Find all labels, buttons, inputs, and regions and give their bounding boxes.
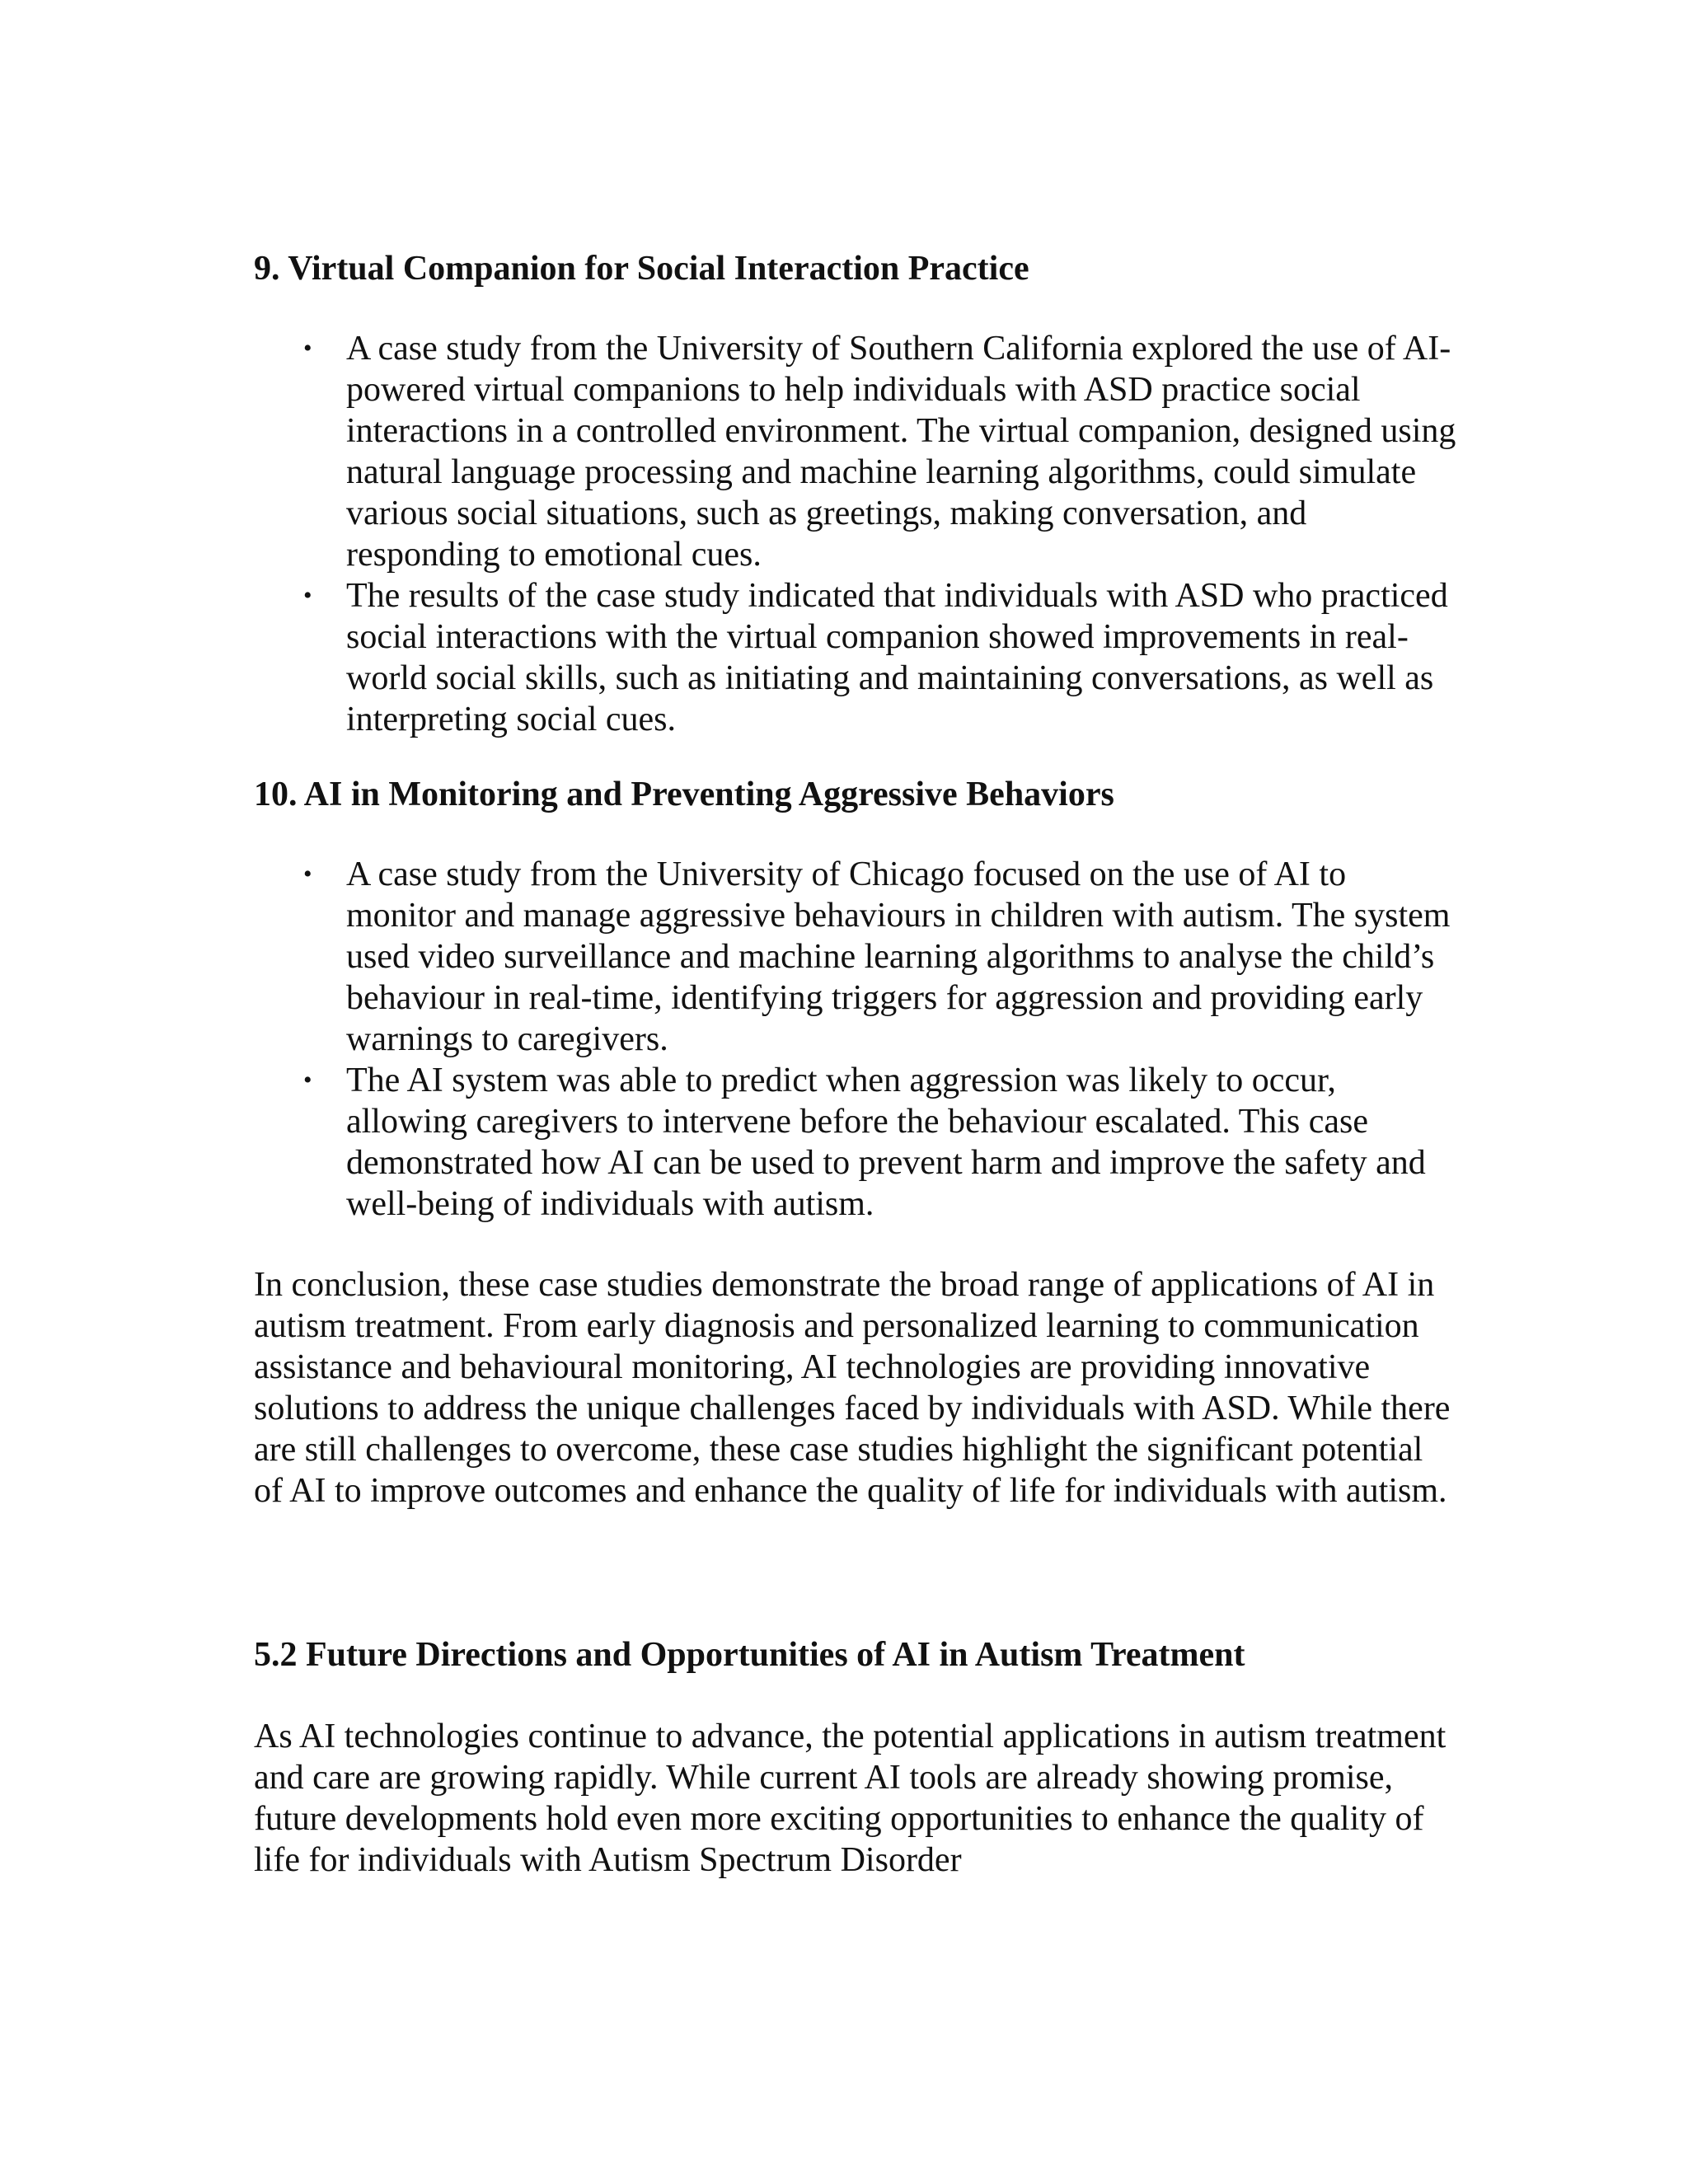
future-directions-intro-paragraph: As AI technologies continue to advance, the potential applications in autism treatment and care are growing rapidly. While current AI tools are already showing promise, future developments hold even more exciting opportunities to enhance the quality of life for individuals with Autism Spectrum Disorder [254,1718,1447,1879]
list-item [303,1060,1457,1225]
bullet-list-aggressive-behaviors [254,854,1457,1225]
conclusion-paragraph: In conclusion, these case studies demonstrate the broad range of applications of AI in autism treatment. From early diagnosis and personalized learning to communication assistance and behavioural monitoring, AI technologies are providing innovative solutions to address the unique challenges faced by individuals with ASD. While there are still challenges to overcome, these case studies highlight the significant potential of AI to improve outcomes and enhance the quality of life for individuals with autism. [254,1266,1451,1510]
bullet-icon: • [303,582,312,609]
list-item-text: The results of the case study indicated that individuals with ASD who practiced social interactions with the virtual companion showed improvements in real-world social skills, such as initiating and maintaining conversations, as well as interpreting social cues. [346,577,1448,738]
list-item [303,328,1457,575]
bullet-icon: • [303,335,312,362]
bullet-list-virtual-companion [254,328,1457,740]
section-heading-aggressive-behaviors: 10. AI in Monitoring and Preventing Aggressive Behaviors [254,776,1114,813]
list-item [303,575,1457,740]
bullet-icon: • [303,860,312,888]
list-item-text: A case study from the University of Chicago focused on the use of AI to monitor and manage aggressive behaviours in children with autism. The system used video surveillance and machine learning algorithms to analyse the child’s behaviour in real-time, identifying triggers for aggression and providing early warnings to caregivers. [346,855,1451,1058]
list-item [303,854,1457,1060]
list-item-text: A case study from the University of Southern California explored the use of AI-powered virtual companions to help individuals with ASD practice social interactions in a controlled environment. The virtual companion, designed using natural language processing and machine learning algorithms, could simulate various social situations, such as greetings, making conversation, and responding to emotional cues. [346,330,1456,574]
list-item-text: The AI system was able to predict when aggression was likely to occur, allowing caregivers to intervene before the behaviour escalated. This case demonstrated how AI can be used to prevent harm and improve the safety and well-being of individuals with autism. [346,1062,1426,1223]
document-page [254,247,1457,1881]
bullet-icon: • [303,1066,312,1094]
section-heading-future-directions: 5.2 Future Directions and Opportunities of AI in Autism Treatment [254,1636,1245,1674]
section-heading-virtual-companion: 9. Virtual Companion for Social Interaction Practice [254,250,1029,288]
